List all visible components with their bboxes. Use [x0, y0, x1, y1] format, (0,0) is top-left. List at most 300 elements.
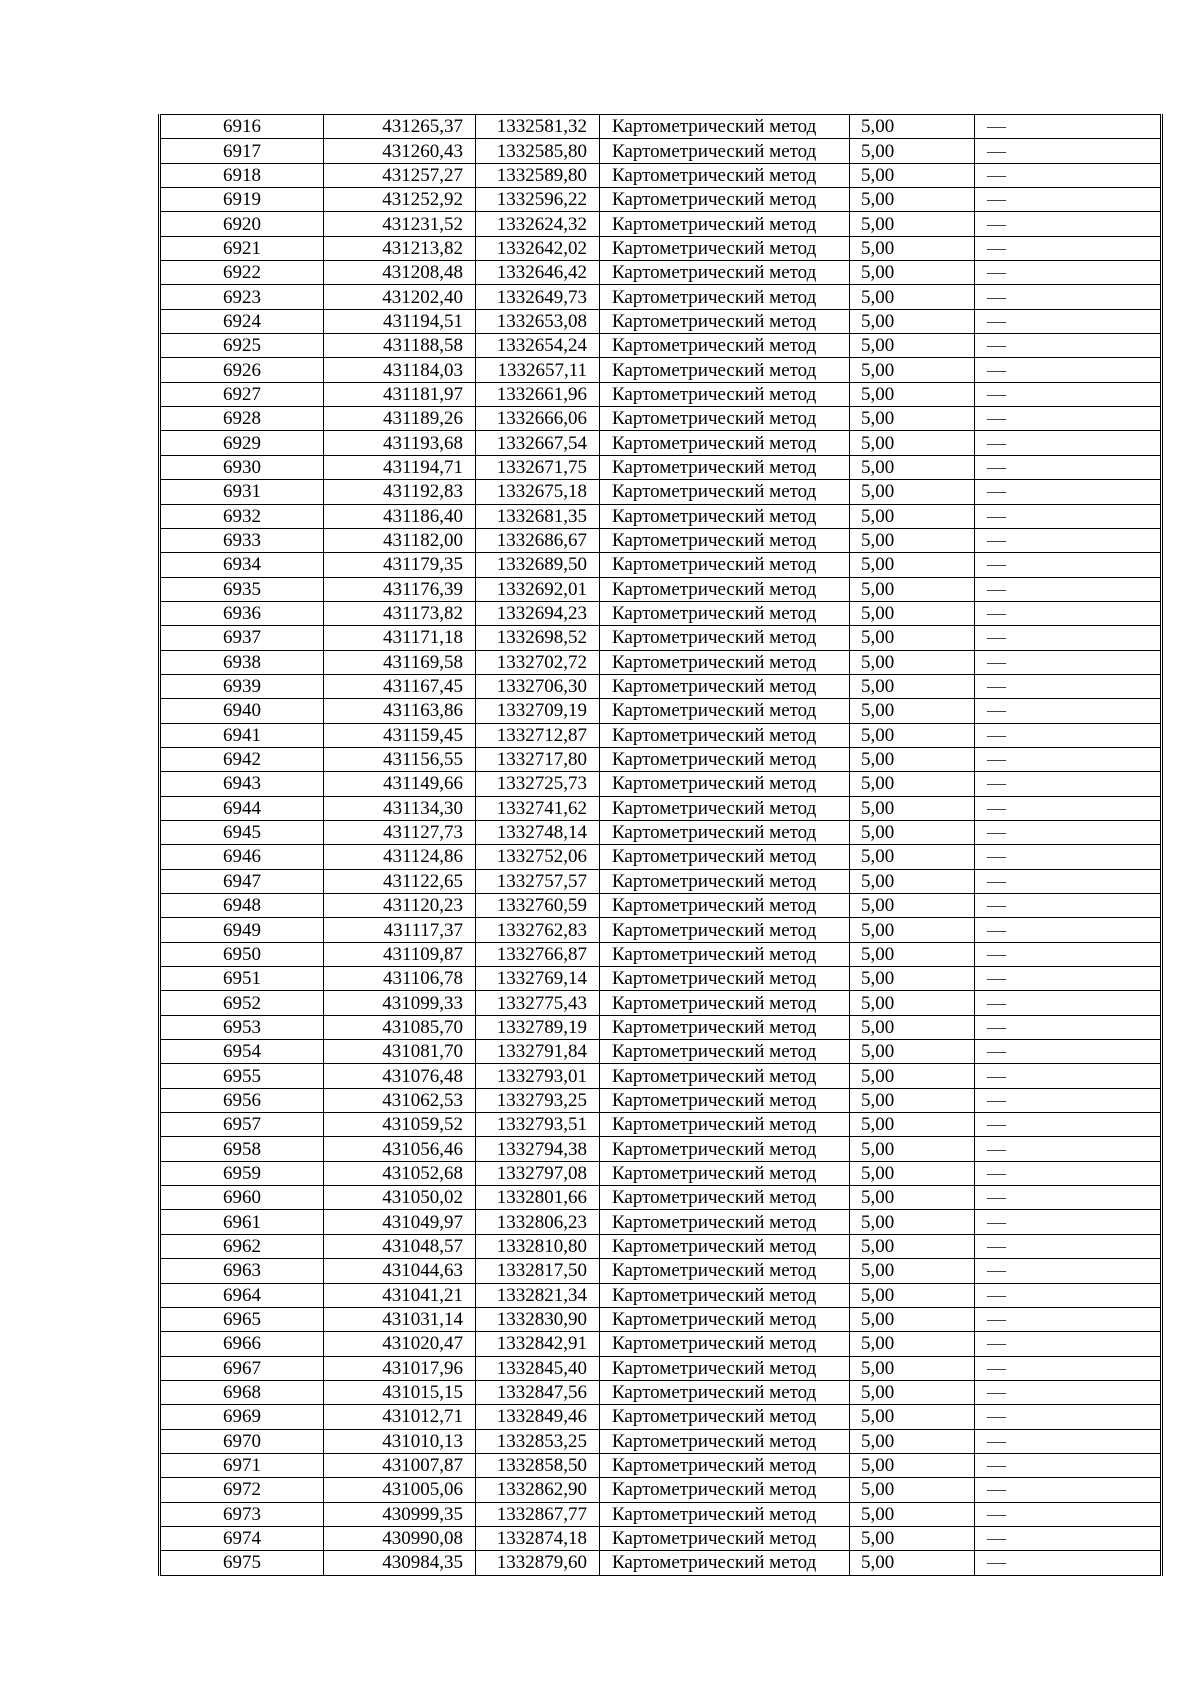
method-cell: Картометрический метод [600, 1380, 850, 1404]
table-row [160, 1113, 1162, 1137]
description-cell: — [975, 1551, 1162, 1575]
coordinate-x-cell: 431106,78 [324, 967, 476, 991]
description-cell: — [975, 1502, 1162, 1526]
method-cell: Картометрический метод [600, 894, 850, 918]
method-cell: Картометрический метод [600, 918, 850, 942]
table-row [160, 577, 1162, 601]
method-cell: Картометрический метод [600, 1161, 850, 1185]
description-cell: — [975, 967, 1162, 991]
accuracy-cell: 5,00 [850, 894, 975, 918]
coordinate-y-cell: 1332858,50 [476, 1453, 600, 1477]
point-number-cell: 6923 [160, 285, 324, 309]
table-row [160, 747, 1162, 771]
description-cell: — [975, 1405, 1162, 1429]
table-row [160, 431, 1162, 455]
accuracy-cell: 5,00 [850, 601, 975, 625]
accuracy-cell: 5,00 [850, 504, 975, 528]
table-row [160, 674, 1162, 698]
method-cell: Картометрический метод [600, 358, 850, 382]
coordinate-x-cell: 431257,27 [324, 163, 476, 187]
accuracy-cell: 5,00 [850, 480, 975, 504]
coordinate-y-cell: 1332867,77 [476, 1502, 600, 1526]
description-cell: — [975, 1186, 1162, 1210]
coordinate-x-cell: 431124,86 [324, 845, 476, 869]
description-cell: — [975, 1356, 1162, 1380]
description-cell: — [975, 407, 1162, 431]
method-cell: Картометрический метод [600, 674, 850, 698]
description-cell: — [975, 845, 1162, 869]
coordinate-x-cell: 431265,37 [324, 115, 476, 139]
method-cell: Картометрический метод [600, 1234, 850, 1258]
accuracy-cell: 5,00 [850, 1380, 975, 1404]
description-cell: — [975, 1088, 1162, 1112]
description-cell: — [975, 601, 1162, 625]
coordinate-x-cell: 431127,73 [324, 820, 476, 844]
point-number-cell: 6920 [160, 212, 324, 236]
accuracy-cell: 5,00 [850, 1453, 975, 1477]
coordinate-x-cell: 431186,40 [324, 504, 476, 528]
accuracy-cell: 5,00 [850, 967, 975, 991]
coordinate-y-cell: 1332581,32 [476, 115, 600, 139]
method-cell: Картометрический метод [600, 334, 850, 358]
coordinate-x-cell: 431213,82 [324, 236, 476, 260]
description-cell: — [975, 1234, 1162, 1258]
method-cell: Картометрический метод [600, 528, 850, 552]
accuracy-cell: 5,00 [850, 796, 975, 820]
coordinate-x-cell: 431020,47 [324, 1332, 476, 1356]
accuracy-cell: 5,00 [850, 1210, 975, 1234]
description-cell: — [975, 674, 1162, 698]
accuracy-cell: 5,00 [850, 553, 975, 577]
coordinate-x-cell: 430999,35 [324, 1502, 476, 1526]
method-cell: Картометрический метод [600, 188, 850, 212]
table-row [160, 1551, 1162, 1575]
table-row [160, 382, 1162, 406]
method-cell: Картометрический метод [600, 163, 850, 187]
coordinate-y-cell: 1332801,66 [476, 1186, 600, 1210]
description-cell: — [975, 139, 1162, 163]
accuracy-cell: 5,00 [850, 918, 975, 942]
method-cell: Картометрический метод [600, 1526, 850, 1550]
method-cell: Картометрический метод [600, 407, 850, 431]
description-cell: — [975, 1526, 1162, 1550]
point-number-cell: 6945 [160, 820, 324, 844]
table-row [160, 1478, 1162, 1502]
description-cell: — [975, 1137, 1162, 1161]
point-number-cell: 6929 [160, 431, 324, 455]
coordinate-x-cell: 431007,87 [324, 1453, 476, 1477]
coordinate-y-cell: 1332752,06 [476, 845, 600, 869]
coordinate-y-cell: 1332794,38 [476, 1137, 600, 1161]
table-row [160, 1259, 1162, 1283]
point-number-cell: 6916 [160, 115, 324, 139]
coordinate-x-cell: 431192,83 [324, 480, 476, 504]
coordinate-y-cell: 1332853,25 [476, 1429, 600, 1453]
accuracy-cell: 5,00 [850, 382, 975, 406]
point-number-cell: 6925 [160, 334, 324, 358]
point-number-cell: 6938 [160, 650, 324, 674]
coordinate-x-cell: 431056,46 [324, 1137, 476, 1161]
table-row [160, 480, 1162, 504]
accuracy-cell: 5,00 [850, 455, 975, 479]
description-cell: — [975, 480, 1162, 504]
table-row [160, 285, 1162, 309]
point-number-cell: 6965 [160, 1307, 324, 1331]
coordinate-y-cell: 1332741,62 [476, 796, 600, 820]
accuracy-cell: 5,00 [850, 285, 975, 309]
method-cell: Картометрический метод [600, 115, 850, 139]
point-number-cell: 6961 [160, 1210, 324, 1234]
point-number-cell: 6917 [160, 139, 324, 163]
coordinate-x-cell: 431252,92 [324, 188, 476, 212]
method-cell: Картометрический метод [600, 1356, 850, 1380]
accuracy-cell: 5,00 [850, 1307, 975, 1331]
method-cell: Картометрический метод [600, 431, 850, 455]
coordinate-y-cell: 1332769,14 [476, 967, 600, 991]
description-cell: — [975, 1064, 1162, 1088]
description-cell: — [975, 894, 1162, 918]
table-row [160, 1210, 1162, 1234]
coordinate-x-cell: 431202,40 [324, 285, 476, 309]
method-cell: Картометрический метод [600, 723, 850, 747]
point-number-cell: 6975 [160, 1551, 324, 1575]
method-cell: Картометрический метод [600, 820, 850, 844]
method-cell: Картометрический метод [600, 1307, 850, 1331]
description-cell: — [975, 1478, 1162, 1502]
coordinate-y-cell: 1332766,87 [476, 942, 600, 966]
coordinate-y-cell: 1332661,96 [476, 382, 600, 406]
point-number-cell: 6973 [160, 1502, 324, 1526]
coordinate-y-cell: 1332589,80 [476, 163, 600, 187]
table-row [160, 528, 1162, 552]
method-cell: Картометрический метод [600, 1113, 850, 1137]
method-cell: Картометрический метод [600, 1283, 850, 1307]
accuracy-cell: 5,00 [850, 188, 975, 212]
coordinate-x-cell: 431194,71 [324, 455, 476, 479]
table-row [160, 918, 1162, 942]
coordinate-x-cell: 431179,35 [324, 553, 476, 577]
coordinate-x-cell: 431208,48 [324, 261, 476, 285]
coordinate-x-cell: 431159,45 [324, 723, 476, 747]
point-number-cell: 6951 [160, 967, 324, 991]
coordinate-x-cell: 431156,55 [324, 747, 476, 771]
description-cell: — [975, 1210, 1162, 1234]
coordinate-y-cell: 1332596,22 [476, 188, 600, 212]
table-row [160, 163, 1162, 187]
description-cell: — [975, 212, 1162, 236]
description-cell: — [975, 382, 1162, 406]
coordinate-x-cell: 430990,08 [324, 1526, 476, 1550]
description-cell: — [975, 1283, 1162, 1307]
point-number-cell: 6924 [160, 309, 324, 333]
table-row [160, 309, 1162, 333]
table-row [160, 1380, 1162, 1404]
coordinate-y-cell: 1332675,18 [476, 480, 600, 504]
accuracy-cell: 5,00 [850, 212, 975, 236]
method-cell: Картометрический метод [600, 1210, 850, 1234]
coordinate-x-cell: 431085,70 [324, 1015, 476, 1039]
coordinate-x-cell: 431167,45 [324, 674, 476, 698]
table-row [160, 601, 1162, 625]
method-cell: Картометрический метод [600, 480, 850, 504]
table-row [160, 236, 1162, 260]
coordinate-x-cell: 431181,97 [324, 382, 476, 406]
accuracy-cell: 5,00 [850, 747, 975, 771]
coordinate-y-cell: 1332681,35 [476, 504, 600, 528]
method-cell: Картометрический метод [600, 772, 850, 796]
coordinate-y-cell: 1332686,67 [476, 528, 600, 552]
coordinate-x-cell: 431081,70 [324, 1040, 476, 1064]
coordinate-y-cell: 1332667,54 [476, 431, 600, 455]
description-cell: — [975, 1453, 1162, 1477]
point-number-cell: 6958 [160, 1137, 324, 1161]
point-number-cell: 6935 [160, 577, 324, 601]
description-cell: — [975, 309, 1162, 333]
table-row [160, 1161, 1162, 1185]
coordinate-x-cell: 431184,03 [324, 358, 476, 382]
description-cell: — [975, 918, 1162, 942]
point-number-cell: 6927 [160, 382, 324, 406]
method-cell: Картометрический метод [600, 455, 850, 479]
coordinate-y-cell: 1332709,19 [476, 699, 600, 723]
coordinate-x-cell: 431182,00 [324, 528, 476, 552]
point-number-cell: 6959 [160, 1161, 324, 1185]
coordinate-x-cell: 431173,82 [324, 601, 476, 625]
coordinate-y-cell: 1332646,42 [476, 261, 600, 285]
coordinate-x-cell: 431120,23 [324, 894, 476, 918]
method-cell: Картометрический метод [600, 601, 850, 625]
method-cell: Картометрический метод [600, 747, 850, 771]
coordinate-y-cell: 1332793,51 [476, 1113, 600, 1137]
method-cell: Картометрический метод [600, 991, 850, 1015]
coordinate-y-cell: 1332642,02 [476, 236, 600, 260]
coordinate-x-cell: 431109,87 [324, 942, 476, 966]
point-number-cell: 6957 [160, 1113, 324, 1137]
point-number-cell: 6956 [160, 1088, 324, 1112]
point-number-cell: 6963 [160, 1259, 324, 1283]
accuracy-cell: 5,00 [850, 431, 975, 455]
point-number-cell: 6974 [160, 1526, 324, 1550]
description-cell: — [975, 163, 1162, 187]
coordinate-x-cell: 431194,51 [324, 309, 476, 333]
method-cell: Картометрический метод [600, 626, 850, 650]
accuracy-cell: 5,00 [850, 845, 975, 869]
description-cell: — [975, 772, 1162, 796]
coordinate-x-cell: 431012,71 [324, 1405, 476, 1429]
description-cell: — [975, 358, 1162, 382]
description-cell: — [975, 747, 1162, 771]
description-cell: — [975, 723, 1162, 747]
table-row [160, 1015, 1162, 1039]
point-number-cell: 6921 [160, 236, 324, 260]
table-row [160, 1453, 1162, 1477]
coordinate-x-cell: 431017,96 [324, 1356, 476, 1380]
table-row [160, 261, 1162, 285]
accuracy-cell: 5,00 [850, 650, 975, 674]
description-cell: — [975, 796, 1162, 820]
description-cell: — [975, 650, 1162, 674]
method-cell: Картометрический метод [600, 1405, 850, 1429]
description-cell: — [975, 188, 1162, 212]
description-cell: — [975, 699, 1162, 723]
accuracy-cell: 5,00 [850, 334, 975, 358]
point-number-cell: 6969 [160, 1405, 324, 1429]
coordinate-y-cell: 1332671,75 [476, 455, 600, 479]
accuracy-cell: 5,00 [850, 1064, 975, 1088]
method-cell: Картометрический метод [600, 577, 850, 601]
accuracy-cell: 5,00 [850, 869, 975, 893]
accuracy-cell: 5,00 [850, 1526, 975, 1550]
table-row [160, 1234, 1162, 1258]
point-number-cell: 6970 [160, 1429, 324, 1453]
description-cell: — [975, 1307, 1162, 1331]
description-cell: — [975, 236, 1162, 260]
table-row [160, 212, 1162, 236]
method-cell: Картометрический метод [600, 504, 850, 528]
description-cell: — [975, 528, 1162, 552]
coordinate-y-cell: 1332657,11 [476, 358, 600, 382]
description-cell: — [975, 261, 1162, 285]
description-cell: — [975, 1161, 1162, 1185]
table-row [160, 1137, 1162, 1161]
method-cell: Картометрический метод [600, 1429, 850, 1453]
method-cell: Картометрический метод [600, 309, 850, 333]
accuracy-cell: 5,00 [850, 115, 975, 139]
accuracy-cell: 5,00 [850, 309, 975, 333]
table-row [160, 1040, 1162, 1064]
accuracy-cell: 5,00 [850, 1332, 975, 1356]
table-row [160, 967, 1162, 991]
coordinate-y-cell: 1332692,01 [476, 577, 600, 601]
method-cell: Картометрический метод [600, 1453, 850, 1477]
coordinate-y-cell: 1332725,73 [476, 772, 600, 796]
coordinate-x-cell: 431044,63 [324, 1259, 476, 1283]
accuracy-cell: 5,00 [850, 236, 975, 260]
point-number-cell: 6946 [160, 845, 324, 869]
method-cell: Картометрический метод [600, 650, 850, 674]
table-row [160, 1088, 1162, 1112]
coordinate-x-cell: 431122,65 [324, 869, 476, 893]
accuracy-cell: 5,00 [850, 1502, 975, 1526]
accuracy-cell: 5,00 [850, 991, 975, 1015]
description-cell: — [975, 1113, 1162, 1137]
table-row [160, 1356, 1162, 1380]
description-cell: — [975, 504, 1162, 528]
description-cell: — [975, 431, 1162, 455]
accuracy-cell: 5,00 [850, 407, 975, 431]
point-number-cell: 6962 [160, 1234, 324, 1258]
coordinate-y-cell: 1332757,57 [476, 869, 600, 893]
point-number-cell: 6953 [160, 1015, 324, 1039]
table-row [160, 1283, 1162, 1307]
method-cell: Картометрический метод [600, 699, 850, 723]
table-row [160, 1405, 1162, 1429]
description-cell: — [975, 115, 1162, 139]
table-row [160, 358, 1162, 382]
coordinate-y-cell: 1332817,50 [476, 1259, 600, 1283]
table-row [160, 820, 1162, 844]
table-row [160, 334, 1162, 358]
coordinate-x-cell: 431099,33 [324, 991, 476, 1015]
description-cell: — [975, 455, 1162, 479]
accuracy-cell: 5,00 [850, 577, 975, 601]
coordinate-y-cell: 1332666,06 [476, 407, 600, 431]
coordinate-x-cell: 431260,43 [324, 139, 476, 163]
coordinate-y-cell: 1332793,25 [476, 1088, 600, 1112]
point-number-cell: 6949 [160, 918, 324, 942]
description-cell: — [975, 820, 1162, 844]
point-number-cell: 6930 [160, 455, 324, 479]
point-number-cell: 6928 [160, 407, 324, 431]
coordinate-x-cell: 431031,14 [324, 1307, 476, 1331]
method-cell: Картометрический метод [600, 1137, 850, 1161]
point-number-cell: 6931 [160, 480, 324, 504]
coordinate-x-cell: 431189,26 [324, 407, 476, 431]
accuracy-cell: 5,00 [850, 1234, 975, 1258]
coordinate-y-cell: 1332847,56 [476, 1380, 600, 1404]
coordinate-y-cell: 1332702,72 [476, 650, 600, 674]
table-row [160, 553, 1162, 577]
point-number-cell: 6942 [160, 747, 324, 771]
accuracy-cell: 5,00 [850, 699, 975, 723]
method-cell: Картометрический метод [600, 1015, 850, 1039]
coordinate-x-cell: 431169,58 [324, 650, 476, 674]
point-number-cell: 6933 [160, 528, 324, 552]
point-number-cell: 6960 [160, 1186, 324, 1210]
table-row [160, 188, 1162, 212]
description-cell: — [975, 991, 1162, 1015]
coordinate-y-cell: 1332653,08 [476, 309, 600, 333]
table-row [160, 796, 1162, 820]
accuracy-cell: 5,00 [850, 1478, 975, 1502]
point-number-cell: 6950 [160, 942, 324, 966]
point-number-cell: 6955 [160, 1064, 324, 1088]
description-cell: — [975, 626, 1162, 650]
table-row [160, 626, 1162, 650]
coordinate-y-cell: 1332830,90 [476, 1307, 600, 1331]
point-number-cell: 6971 [160, 1453, 324, 1477]
accuracy-cell: 5,00 [850, 1137, 975, 1161]
point-number-cell: 6934 [160, 553, 324, 577]
coordinate-y-cell: 1332649,73 [476, 285, 600, 309]
coordinate-y-cell: 1332775,43 [476, 991, 600, 1015]
table-body [160, 115, 1162, 1576]
description-cell: — [975, 285, 1162, 309]
point-number-cell: 6943 [160, 772, 324, 796]
coordinate-y-cell: 1332862,90 [476, 1478, 600, 1502]
coordinate-y-cell: 1332797,08 [476, 1161, 600, 1185]
method-cell: Картометрический метод [600, 1502, 850, 1526]
table-row [160, 894, 1162, 918]
method-cell: Картометрический метод [600, 212, 850, 236]
description-cell: — [975, 1259, 1162, 1283]
point-number-cell: 6964 [160, 1283, 324, 1307]
point-number-cell: 6954 [160, 1040, 324, 1064]
table-row [160, 115, 1162, 139]
table-row [160, 991, 1162, 1015]
coordinate-x-cell: 431171,18 [324, 626, 476, 650]
point-number-cell: 6966 [160, 1332, 324, 1356]
accuracy-cell: 5,00 [850, 1040, 975, 1064]
point-number-cell: 6918 [160, 163, 324, 187]
accuracy-cell: 5,00 [850, 1356, 975, 1380]
coordinate-x-cell: 431076,48 [324, 1064, 476, 1088]
accuracy-cell: 5,00 [850, 261, 975, 285]
description-cell: — [975, 942, 1162, 966]
point-number-cell: 6947 [160, 869, 324, 893]
method-cell: Картометрический метод [600, 382, 850, 406]
accuracy-cell: 5,00 [850, 1551, 975, 1575]
